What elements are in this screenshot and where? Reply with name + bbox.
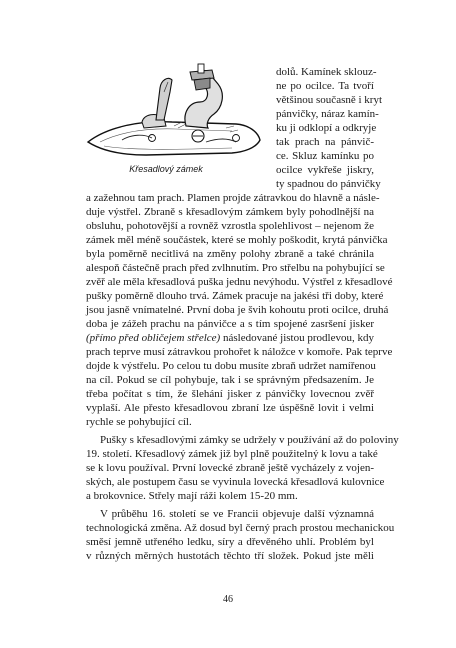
- text-line: ty spadnou do pánvičky: [276, 178, 381, 190]
- italic-phrase: (přímo před obličejem střelce): [86, 332, 221, 344]
- flintlock-drawing: [86, 62, 264, 164]
- text-line: alespoň částečně prach před zvlhnutím. Pro střelbu na pohybující se: [86, 262, 385, 274]
- text-line: v různých měrných hustotách těchto tří složek. Pokud jste měli: [86, 550, 374, 562]
- text-line: pánvičky, náraz kamín-: [276, 108, 379, 120]
- text-line: Pušky s křesadlovými zámky se udržely v používání až do poloviny: [100, 434, 399, 446]
- text-line: a zažehnou tam prach. Plamen projde zátravkou do hlavně a násle-: [86, 192, 380, 204]
- text-line: ocilce vykřeše jiskry,: [276, 164, 374, 176]
- text-line: jsou jasně vnímatelné. První doba je švih kohoutu proti ocilce, druhá: [86, 304, 389, 316]
- text-line: dolů. Kamínek sklouz-: [276, 66, 377, 78]
- page-number: 46: [223, 594, 233, 605]
- text-line: ku ji odklopí a odkryje: [276, 122, 377, 134]
- text-fragment: následované jistou prodlevou, kdy: [220, 332, 374, 344]
- text-line: 19. století. Křesadlový zámek již byl plně použitelný k lovu a také: [86, 448, 378, 460]
- figure-caption: Křesadlový zámek: [129, 164, 203, 174]
- text-line: V průběhu 16. století se ve Francii objevuje další významná: [100, 508, 374, 520]
- text-line: dojde k výstřelu. Po celou tu dobu musíte zbraň udržet namířenou: [86, 360, 376, 372]
- text-line: [86, 332, 374, 345]
- text-line: zámek měl méně součástek, které se mohly poškodit, krytá pánvička: [86, 234, 388, 246]
- text-line: prach teprve musí zátravkou prohořet k náložce v komoře. Pak teprve: [86, 346, 393, 358]
- text-line: ských, ale postupem času se vyvinula lovecká křesadlová kulovnice: [86, 476, 385, 488]
- text-line: třeba počítat s tím, že šlehání jisker z pánvičky lovecnou zvěř: [86, 388, 374, 400]
- text-line: tak prach na pánvič-: [276, 136, 374, 148]
- text-line: doba je zážeh prachu na pánvičce a s tím spojené zasršení jisker: [86, 318, 374, 330]
- text-line: technologická změna. Až dosud byl černý prach prostou mechanickou: [86, 522, 395, 534]
- text-line: ne po ocilce. Ta tvoří: [276, 80, 374, 92]
- text-line: duje výstřel. Zbraně s křesadlovým zámkem byly pohodlnější na: [86, 206, 374, 218]
- text-line: směsí jemně utřeného ledku, síry a dřevěného uhlí. Problém byl: [86, 536, 374, 548]
- text-line: ce. Skluz kamínku po: [276, 150, 374, 162]
- text-line: a brokovnice. Střely mají ráži kolem 15-20 mm.: [86, 490, 298, 502]
- text-line: rychle se pohybující cíl.: [86, 416, 192, 428]
- text-line: na cíl. Pokud se cíl pohybuje, tak i se správným předsazením. Je: [86, 374, 374, 386]
- text-line: vyplaší. Ale přesto křesadlovou zbraní lze úspěšně lovit i velmi: [86, 402, 374, 414]
- text-line: pušky poměrně dlouho trvá. Zámek pracuje na jakési tři doby, které: [86, 290, 384, 302]
- text-line: zvěř ale měla křesadlová puška jednu nevýhodu. Výstřel z křesadlové: [86, 276, 393, 288]
- flintlock-illustration: [86, 62, 264, 184]
- text-line: většinou současně i kryt: [276, 94, 383, 106]
- text-line: obsluhu, pohotovější a rovněž vzrostla spolehlivost – nejenom že: [86, 220, 374, 232]
- text-line: se k lovu používal. První lovecké zbraně ještě vycházely z vojen-: [86, 462, 374, 474]
- text-line: byla poměrně necitlivá na změny polohy zbraně a také chránila: [86, 248, 374, 260]
